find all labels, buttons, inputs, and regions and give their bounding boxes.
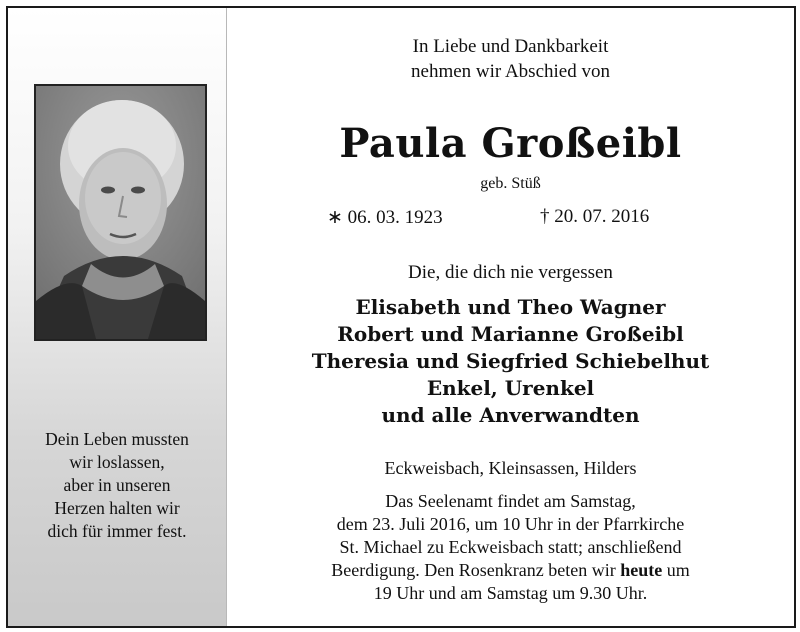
service-emphasis: heute	[620, 560, 663, 580]
family-member: Robert und Marianne Großeibl	[337, 322, 684, 346]
places: Eckweisbach, Kleinsassen, Hilders	[384, 458, 637, 478]
service-info	[227, 490, 794, 605]
family-member: Enkel, Urenkel	[426, 376, 595, 400]
portrait-photo	[34, 84, 207, 341]
verse-line: dich für immer fest.	[47, 521, 187, 541]
family-member: und alle Anverwandten	[381, 403, 640, 427]
verse-line: Herzen halten wir	[54, 498, 180, 518]
obituary-frame	[6, 6, 796, 628]
service-text: Beerdigung. Den Rosenkranz beten wir	[331, 560, 621, 580]
service-line: St. Michael zu Eckweisbach statt; anschließend	[339, 537, 682, 557]
mourners-intro: Die, die dich nie vergessen	[408, 262, 613, 283]
service-line: dem 23. Juli 2016, um 10 Uhr in der Pfarrkirche	[336, 514, 685, 534]
verse-line: Dein Leben mussten	[45, 429, 189, 449]
left-panel	[8, 8, 227, 626]
maiden-name: geb. Stüß	[480, 175, 541, 192]
verse-line: aber in unseren	[63, 475, 171, 495]
obituary-main	[227, 8, 794, 626]
deceased-name: Paula Großeibl	[339, 120, 682, 167]
birth-date: ∗ 06. 03. 1923	[327, 207, 443, 228]
memorial-verse	[8, 428, 226, 543]
service-line: 19 Uhr und am Samstag um 9.30 Uhr.	[373, 583, 648, 603]
death-date: † 20. 07. 2016	[540, 206, 650, 227]
service-line: Das Seelenamt findet am Samstag,	[385, 491, 636, 511]
family-member: Elisabeth und Theo Wagner	[355, 295, 666, 319]
service-line	[227, 559, 794, 582]
life-dates	[227, 206, 794, 232]
portrait-image	[36, 86, 205, 339]
verse-line: wir loslassen,	[69, 452, 165, 472]
family-list	[227, 294, 794, 429]
family-member: Theresia und Siegfried Schiebelhut	[311, 349, 710, 373]
intro-text	[227, 34, 794, 84]
intro-line: nehmen wir Abschied von	[411, 61, 610, 82]
service-text: um	[662, 560, 690, 580]
intro-line: In Liebe und Dankbarkeit	[412, 36, 609, 57]
